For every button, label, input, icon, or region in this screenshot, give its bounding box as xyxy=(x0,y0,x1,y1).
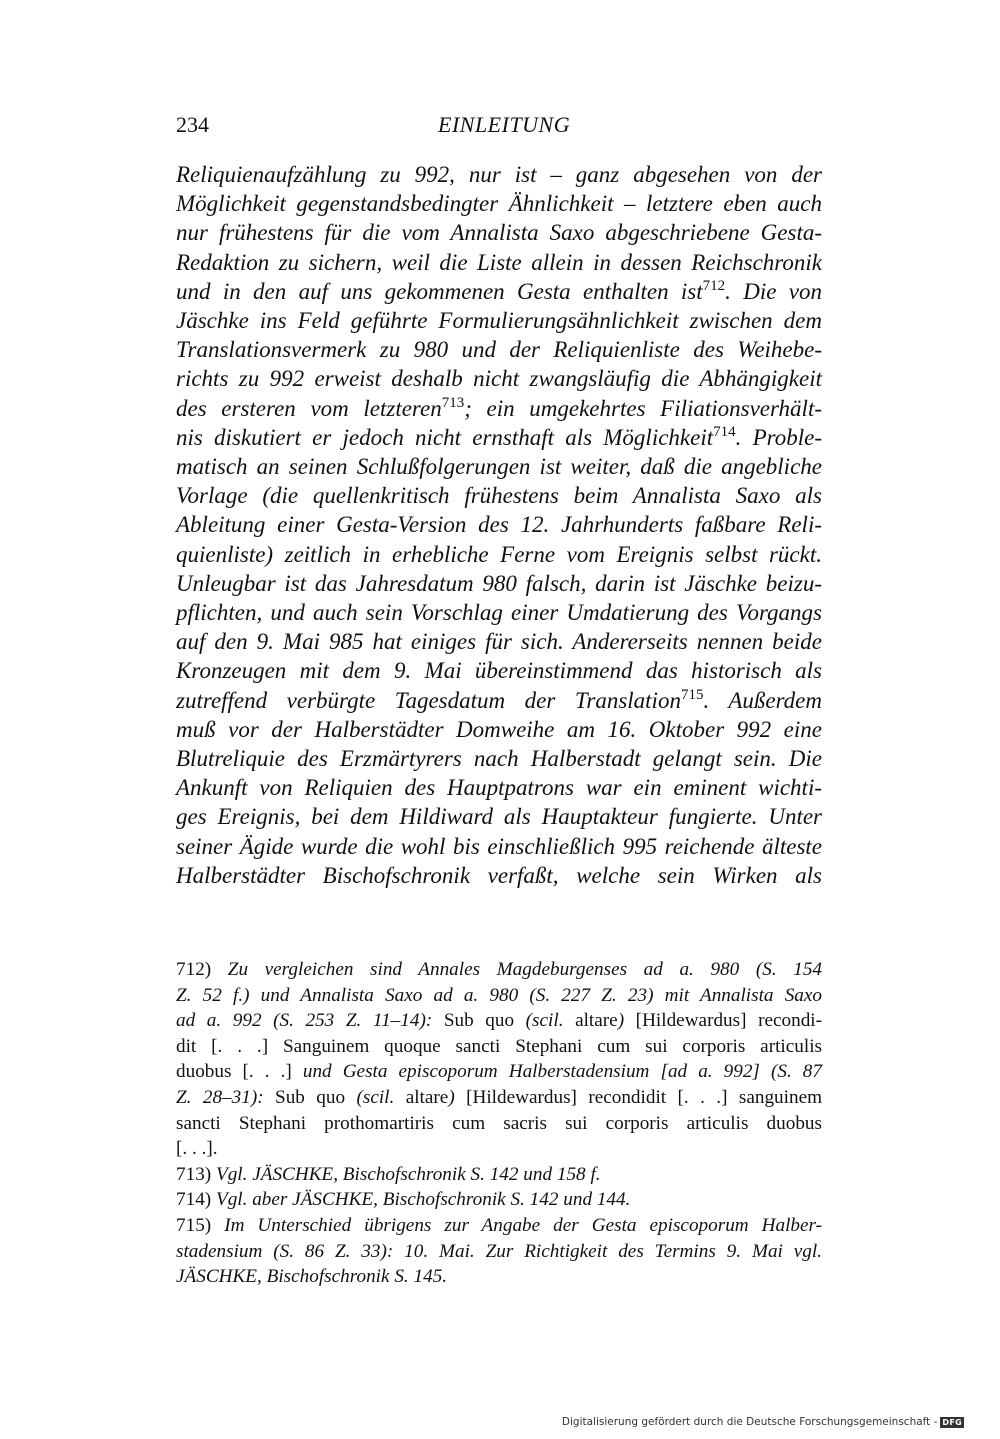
footnote-line: sancti Stephani prothomartiris cum sacris sui corporis articulis duobus xyxy=(176,1112,822,1134)
main-text xyxy=(176,160,822,890)
text-segment: Vgl. JÄSCHKE, Bischofschronik S. 142 und 158 f. xyxy=(215,1163,601,1185)
text-segment: Vgl. aber JÄSCHKE, Bischofschronik S. 142 und 144. xyxy=(215,1189,631,1211)
footnote-line: JÄSCHKE, Bischofschronik S. 145. xyxy=(176,1266,448,1288)
text-segment: ; ein umgekehrtes Filiationsverhält- xyxy=(464,395,822,421)
text-segment: [Hildewardus] recondi- xyxy=(624,1010,823,1032)
text-line xyxy=(176,394,822,423)
text-line: Ableitung einer Gesta-Version des 12. Jahrhunderts faßbare Reli- xyxy=(176,512,822,538)
text-line: nur frühestens für die vom Annalista Saxo abgeschriebene Gesta- xyxy=(176,220,822,246)
text-segment: nis diskutiert er jedoch nicht ernsthaft als Möglichkeit xyxy=(176,424,714,450)
text-segment: Zu vergleichen sind Annales Magdeburgenses ad a. 980 (S. 154 xyxy=(227,959,823,980)
text-line: Translationsvermerk zu 980 und der Reliquienliste des Weihebe- xyxy=(176,337,822,363)
text-segment: . Die von xyxy=(725,278,822,304)
text-line: muß vor der Halberstädter Domweihe am 16. Oktober 992 eine xyxy=(176,716,822,742)
text-segment: ) xyxy=(617,1010,625,1032)
text-line: Möglichkeit gegenstandsbedingter Ähnlichkeit – letztere eben auch xyxy=(176,191,822,217)
text-line xyxy=(176,277,822,306)
text-segment: Sub quo xyxy=(263,1086,357,1108)
text-line: ges Ereignis, bei dem Hildiward als Hauptakteur fungierte. Unter xyxy=(176,804,822,830)
text-segment: altare xyxy=(394,1086,449,1108)
text-segment: zutreffend verbürgte Tagesdatum der Translation xyxy=(176,687,681,713)
footnote-line xyxy=(176,1059,822,1085)
text-line: richts zu 992 erweist deshalb nicht zwangsläufig die Abhängigkeit xyxy=(176,366,822,392)
footnote-ref-715: 715 xyxy=(680,686,704,703)
text-segment: ) xyxy=(448,1086,455,1108)
dfg-logo-icon: DFG xyxy=(942,1417,962,1427)
text-line: matisch an seinen Schlußfolgerungen ist weiter, daß die angebliche xyxy=(176,454,822,480)
footnote-number: 712) xyxy=(176,959,228,980)
text-line: Halberstädter Bischofschronik verfaßt, welche sein Wirken als xyxy=(176,862,822,888)
text-segment: und Gesta episcoporum Halberstadensium [ad a. 992] (S. 87 xyxy=(302,1061,822,1083)
text-segment: duobus [. . .] xyxy=(176,1061,303,1083)
text-line: Ankunft von Reliquien des Hauptpatrons war ein eminent wichti- xyxy=(176,775,822,801)
footnote-ref-713: 713 xyxy=(441,394,465,411)
text-segment: Sub quo xyxy=(432,1010,526,1032)
footnote-712 xyxy=(176,957,822,1162)
footnote-ref-714: 714 xyxy=(713,423,736,440)
text-segment: und in den auf uns gekommenen Gesta enthalten ist xyxy=(176,278,703,304)
footnote-number: 714) xyxy=(176,1189,216,1211)
page-header xyxy=(176,112,822,142)
text-line: Unleugbar ist das Jahresdatum 980 falsch, darin ist Jäschke beizu- xyxy=(176,570,822,596)
text-line: seiner Ägide wurde die wohl bis einschließlich 995 reichende älteste xyxy=(176,833,822,859)
running-head: EINLEITUNG xyxy=(438,112,571,137)
text-segment: ad a. 992 (S. 253 Z. 11–14): xyxy=(176,1010,433,1032)
credit-text: Digitalisierung gefördert durch die Deutsche Forschungsgemeinschaft - xyxy=(561,1416,938,1428)
text-line: Reliquienaufzählung zu 992, nur ist – ganz abgesehen von der xyxy=(176,162,822,187)
text-line: pflichten, und auch sein Vorschlag einer Umdatierung des Vorgangs xyxy=(176,600,822,626)
text-line: Jäschke ins Feld geführte Formulierungsähnlichkeit zwischen dem xyxy=(176,308,822,334)
text-line: Kronzeugen mit dem 9. Mai übereinstimmend das historisch als xyxy=(176,658,822,684)
footnote-line: [. . .]. xyxy=(176,1138,218,1160)
text-line: Blutreliquie des Erzmärtyrers nach Halberstadt gelangt sein. Die xyxy=(176,746,822,772)
text-line: Vorlage (die quellenkritisch frühestens beim Annalista Saxo als xyxy=(176,483,822,509)
footnote-number: 713) xyxy=(176,1163,216,1185)
footnote-ref-712: 712 xyxy=(702,277,726,294)
text-segment: Z. 28–31): xyxy=(176,1086,264,1108)
footnote-line xyxy=(176,957,822,983)
footnote-line xyxy=(176,1085,822,1111)
footnote-713 xyxy=(176,1162,822,1188)
footnote-line xyxy=(176,1162,822,1188)
digitization-credit xyxy=(562,1416,964,1428)
footnote-line xyxy=(176,1008,822,1034)
footnote-line: stadensium (S. 86 Z. 33): 10. Mai. Zur Richtigkeit des Termins 9. Mai vgl. xyxy=(176,1240,822,1262)
footnote-line xyxy=(176,1187,822,1213)
text-segment: altare xyxy=(563,1010,618,1032)
text-line: auf den 9. Mai 985 hat einiges für sich. Andererseits nennen beide xyxy=(176,629,822,655)
text-segment: [Hildewardus] recondidit [. . .] sanguinem xyxy=(454,1086,823,1108)
text-line xyxy=(176,423,822,452)
text-segment: des ersteren vom letzteren xyxy=(176,395,442,421)
text-segment: Im Unterschied übrigens zur Angabe der Gesta episcoporum Halber- xyxy=(224,1214,823,1236)
footnote-line: Z. 52 f.) und Annalista Saxo ad a. 980 (S. 227 Z. 23) mit Annalista Saxo xyxy=(176,984,822,1006)
text-segment: (scil. xyxy=(356,1086,395,1108)
text-line xyxy=(176,686,822,715)
text-line: Redaktion zu sichern, weil die Liste allein in dessen Reichschronik xyxy=(176,249,822,275)
footnote-714 xyxy=(176,1187,822,1213)
footnote-line xyxy=(176,1213,822,1239)
footnote-line: dit [. . .] Sanguinem quoque sancti Stephani cum sui corporis articulis xyxy=(176,1035,822,1057)
text-segment: . Außerdem xyxy=(703,687,822,713)
text-line: quienliste) zeitlich in erhebliche Ferne vom Ereignis selbst rückt. xyxy=(176,541,822,567)
footnote-715 xyxy=(176,1213,822,1290)
text-segment: . Proble- xyxy=(735,424,822,450)
text-segment: (scil. xyxy=(525,1010,564,1032)
footnote-number: 715) xyxy=(176,1214,225,1236)
footnotes xyxy=(176,957,822,1290)
page-number: 234 xyxy=(176,112,209,137)
